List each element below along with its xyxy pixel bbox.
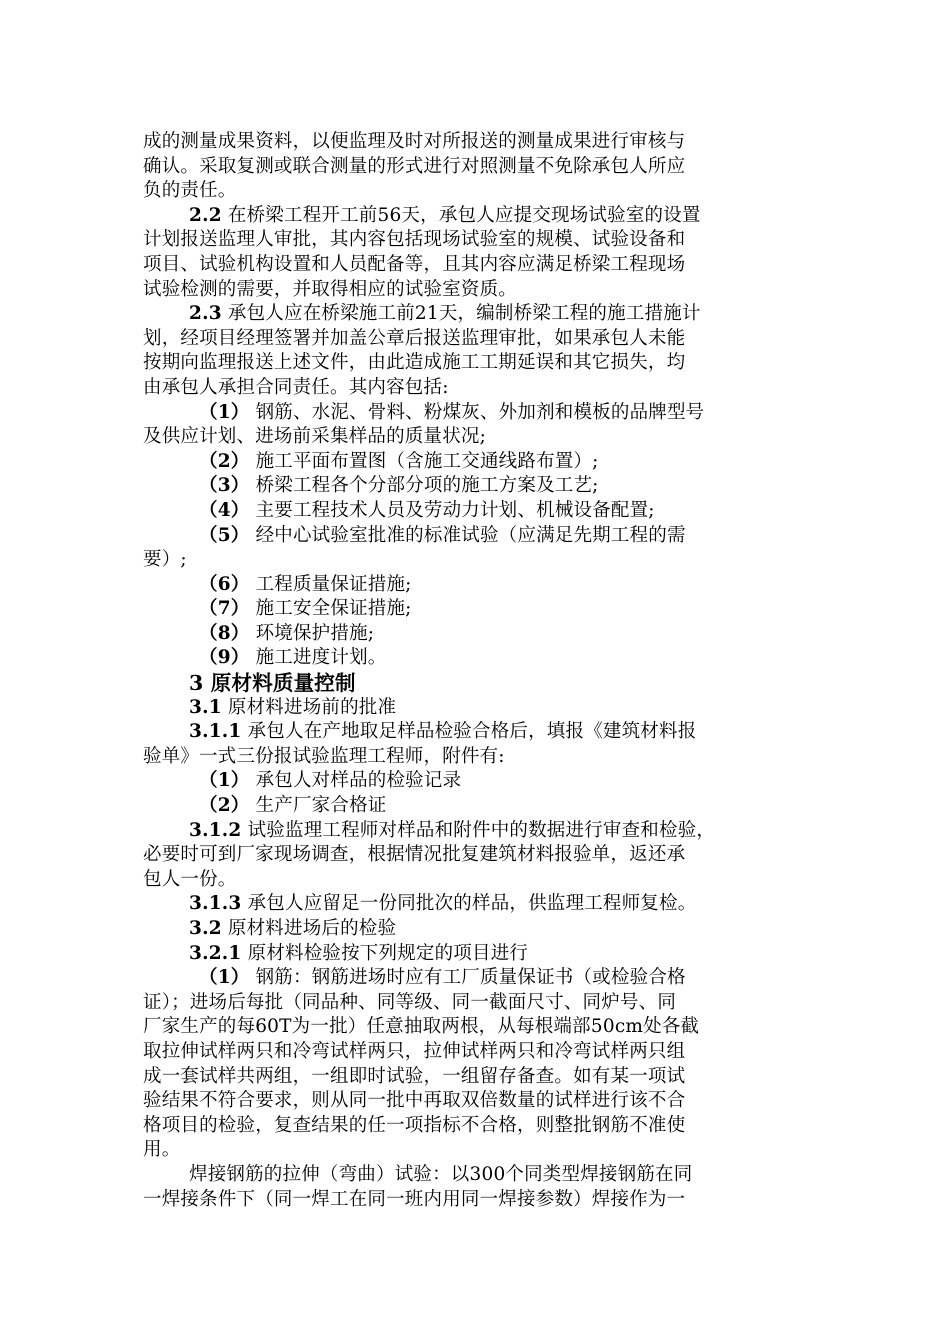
text-line: 由承包人承担合同责任。其内容包括: (143, 376, 449, 398)
list-item: （6） 工程质量保证措施; (199, 573, 412, 595)
list-item: （2） 生产厂家合格证 (199, 795, 387, 817)
subsection-3-1: 3.1 原材料进场前的批准 (189, 696, 397, 718)
text-line: 取拉伸试样两只和冷弯试样两只，拉伸试样两只和冷弯试样两只组 (143, 1040, 686, 1062)
list-number: （9） (199, 647, 250, 669)
paragraph-3-1-2-start: 3.1.2 试验监理工程师对样品和附件中的数据进行审查和检验， (189, 819, 716, 841)
list-item: （1） 承包人对样品的检验记录 (199, 770, 462, 792)
text-line: 验结果不符合要求，则从同一批中再取双倍数量的试样进行该不合 (143, 1090, 686, 1112)
list-item: （8） 环境保护措施; (199, 622, 375, 644)
list-item: （3） 桥梁工程各个分部分项的施工方案及工艺; (199, 475, 599, 497)
list-number: （5） (199, 524, 250, 546)
section-number: 3.1.3 (189, 893, 242, 915)
list-number: （1） (199, 401, 250, 423)
list-number: （2） (199, 795, 250, 817)
document-body (143, 130, 810, 1212)
text-line: 试验检测的需要，并取得相应的试验室资质。 (143, 278, 518, 300)
list-number: （3） (199, 475, 250, 497)
text-line: 计划报送监理人审批，其内容包括现场试验室的规模、试验设备和 (143, 229, 686, 251)
text-line: 一焊接条件下（同一焊工在同一班内用同一焊接参数）焊接作为一 (143, 1188, 686, 1210)
list-item: （4） 主要工程技术人员及劳动力计划、机械设备配置; (199, 499, 655, 521)
text-line: 验单》一式三份报试验监理工程师，附件有: (143, 745, 505, 767)
list-item: （1） 钢筋、水泥、骨料、粉煤灰、外加剂和模板的品牌型号 (199, 401, 705, 423)
text-line: 项目、试验机构设置和人员配备等，且其内容应满足桥梁工程现场 (143, 253, 686, 275)
text-line: 格项目的检验，复查结果的任一项指标不合格，则整批钢筋不准使 (143, 1114, 686, 1136)
list-number: （1） (199, 967, 250, 989)
section-number: 3.2.1 (189, 942, 242, 964)
section-number: 3.1 (189, 696, 222, 718)
list-number: （4） (199, 499, 250, 521)
section-heading: 3 原材料质量控制 (189, 671, 356, 696)
text-line: 成的测量成果资料，以便监理及时对所报送的测量成果进行审核与 (143, 131, 686, 152)
paragraph-2-2-start: 2.2 在桥梁工程开工前56天，承包人应提交现场试验室的设置 (189, 204, 701, 226)
list-item: （1） 钢筋：钢筋进场时应有工厂质量保证书（或检验合格 (199, 967, 686, 989)
text-line: 必要时可到厂家现场调查，根据情况批复建筑材料报验单，返还承 (143, 844, 686, 866)
section-number: 2.3 (189, 303, 222, 325)
text-line: 及供应计划、进场前采集样品的质量状况; (143, 426, 487, 448)
paragraph-3-1-1-start: 3.1.1 承包人在产地取足样品检验合格后，填报《建筑材料报 (189, 721, 697, 743)
list-number: （1） (199, 770, 250, 792)
list-item: （5） 经中心试验室批准的标准试验（应满足先期工程的需 (199, 524, 686, 546)
section-number: 3.2 (189, 918, 222, 939)
text-line: 厂家生产的每60T为一批）任意抽取两根，从每根端部50cm处各截 (143, 1016, 700, 1038)
section-number: 2.2 (189, 204, 222, 226)
paragraph-welding-start: 焊接钢筋的拉伸（弯曲）试验：以300个同类型焊接钢筋在同 (189, 1163, 693, 1185)
paragraph-3-2-1: 3.2.1 原材料检验按下列规定的项目进行 (189, 942, 529, 964)
paragraph-3-1-3: 3.1.3 承包人应留足一份同批次的样品，供监理工程师复检。 (189, 893, 697, 915)
list-number: （6） (199, 573, 250, 595)
text-line: 证）；进场后每批（同品种、同等级、同一截面尺寸、同炉号、同 (143, 991, 677, 1013)
list-item: （2） 施工平面布置图（含施工交通线路布置）; (199, 450, 599, 472)
list-number: （2） (199, 450, 250, 472)
paragraph-2-3-start: 2.3 承包人应在桥梁施工前21天，编制桥梁工程的施工措施计 (189, 303, 701, 325)
section-number: 3.1.2 (189, 819, 242, 841)
text-line: 按期向监理报送上述文件，由此造成施工工期延误和其它损失，均 (143, 352, 686, 374)
section-number: 3.1.1 (189, 721, 242, 743)
list-number: （8） (199, 622, 250, 644)
list-number: （7） (199, 598, 250, 620)
subsection-3-2: 3.2 原材料进场后的检验 (189, 918, 397, 939)
text-line: 成一套试样共两组，一组即时试验，一组留存备查。如有某一项试 (143, 1065, 686, 1087)
text-line: 用。 (143, 1139, 181, 1161)
text-line: 要）; (143, 549, 187, 571)
text-line: 包人一份。 (143, 868, 237, 890)
text-line: 确认。采取复测或联合测量的形式进行对照测量不免除承包人所应 (143, 155, 686, 177)
list-item: （7） 施工安全保证措施; (199, 598, 412, 620)
list-item: （9） 施工进度计划。 (199, 647, 387, 669)
text-line: 划，经项目经理签署并加盖公章后报送监理审批，如果承包人未能 (143, 327, 686, 349)
text-line: 负的责任。 (143, 180, 237, 202)
